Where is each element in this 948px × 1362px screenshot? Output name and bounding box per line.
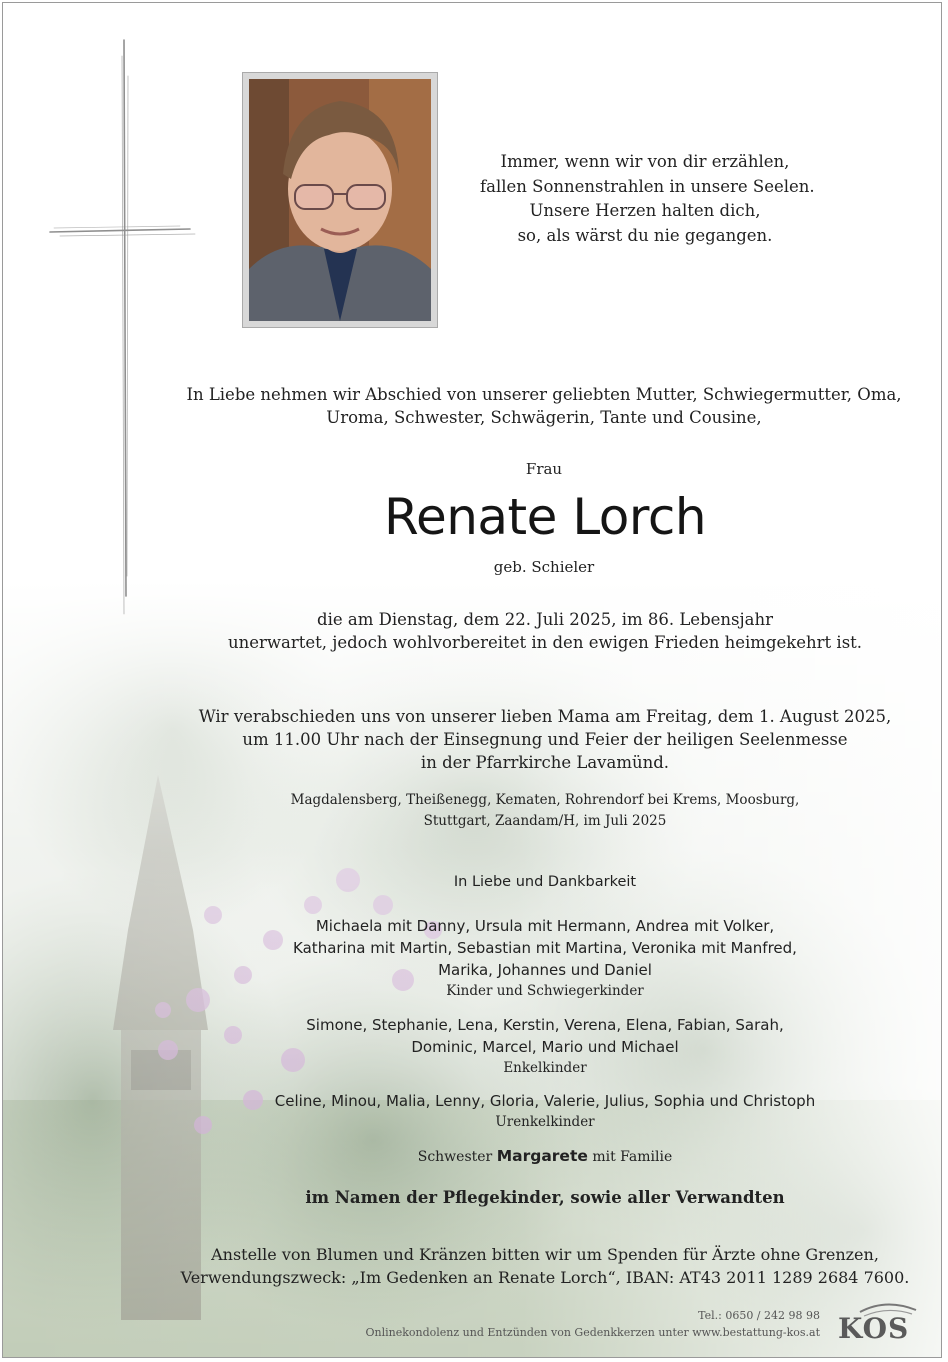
places-line: Magdalensberg, Theißenegg, Kematen, Rohrendorf bei Krems, Moosburg,: [290, 792, 800, 808]
deceased-name: Renate Lorch: [383, 488, 707, 546]
cross-icon: [40, 36, 200, 616]
funeral-service-info: [180, 705, 910, 774]
service-line: in der Pfarrkirche Lavamünd.: [420, 753, 670, 772]
verse-line: Immer, wenn wir von dir erzählen,: [500, 152, 790, 171]
memorial-verse: [480, 150, 815, 248]
children-line: Michaela mit Danny, Ursula mit Hermann, Andrea mit Volker,: [315, 917, 775, 935]
donation-line: Anstelle von Blumen und Kränzen bitten wir um Spenden für Ärzte ohne Grenzen,: [211, 1245, 879, 1264]
children-caption: Kinder und Schwiegerkinder: [446, 983, 644, 999]
footer-website: Onlinekondolenz und Entzünden von Gedenkkerzen unter www.bestattung-kos.at: [365, 1326, 820, 1339]
donation-request: [170, 1243, 920, 1289]
portrait-photo: [249, 79, 431, 321]
birth-name: geb. Schieler: [493, 558, 595, 576]
donation-line: Verwendungszweck: „Im Gedenken an Renate Lorch“, IBAN: AT43 2011 1289 2684 7600.: [180, 1268, 910, 1287]
great-grandchildren-block: [150, 1090, 940, 1132]
grandchildren-caption: Enkelkinder: [503, 1060, 587, 1076]
service-line: um 11.00 Uhr nach der Einsegnung und Feier der heiligen Seelenmesse: [242, 730, 848, 749]
children-block: [150, 915, 940, 1001]
death-line: unerwartet, jedoch wohlvorbereitet in den ewigen Frieden heimgekehrt ist.: [227, 633, 863, 652]
places-line: Stuttgart, Zaandam/H, im Juli 2025: [423, 813, 667, 829]
salutation: Frau: [525, 460, 563, 478]
sister-name: Margarete: [496, 1147, 588, 1165]
death-line: die am Dienstag, dem 22. Juli 2025, im 86. Lebensjahr: [317, 610, 773, 629]
service-line: Wir verabschieden uns von unserer lieben Mama am Freitag, dem 1. August 2025,: [198, 707, 892, 726]
intro-line: Uroma, Schwester, Schwägerin, Tante und Cousine,: [326, 408, 762, 427]
grandchildren-block: [200, 1014, 890, 1078]
intro-line: In Liebe nehmen wir Abschied von unserer geliebten Mutter, Schwiegermutter, Oma,: [186, 385, 902, 404]
death-notice: [200, 608, 890, 654]
on-behalf-line: im Namen der Pflegekinder, sowie aller Verwandten: [305, 1188, 785, 1207]
sister-prefix: Schwester: [417, 1149, 493, 1165]
places-and-date: [200, 790, 890, 832]
verse-line: fallen Sonnenstrahlen in unsere Seelen.: [480, 176, 815, 196]
great-grandchildren-line: Celine, Minou, Malia, Lenny, Gloria, Valerie, Julius, Sophia und Christoph: [274, 1092, 816, 1110]
footer-phone: Tel.: 0650 / 242 98 98: [698, 1309, 820, 1322]
grandchildren-line: Dominic, Marcel, Mario und Michael: [411, 1038, 679, 1056]
kos-logo: [836, 1300, 922, 1344]
children-line: Marika, Johannes und Daniel: [438, 961, 652, 979]
footer-contact: [366, 1307, 821, 1341]
verse-line: Unsere Herzen halten dich,: [529, 201, 761, 220]
grandchildren-line: Simone, Stephanie, Lena, Kerstin, Verena, Elena, Fabian, Sarah,: [306, 1016, 784, 1034]
farewell-intro: [174, 383, 914, 429]
great-grandchildren-caption: Urenkelkinder: [495, 1114, 595, 1130]
children-line: Katharina mit Martin, Sebastian mit Martina, Veronika mit Manfred,: [293, 939, 797, 957]
sister-suffix: mit Familie: [592, 1149, 673, 1165]
sister-line: [350, 1145, 740, 1168]
kos-logo-text: KOS: [838, 1312, 910, 1344]
verse-line: so, als wärst du nie gegangen.: [517, 225, 773, 245]
portrait-frame: [242, 72, 438, 328]
thanks-heading: In Liebe und Dankbarkeit: [453, 874, 637, 890]
